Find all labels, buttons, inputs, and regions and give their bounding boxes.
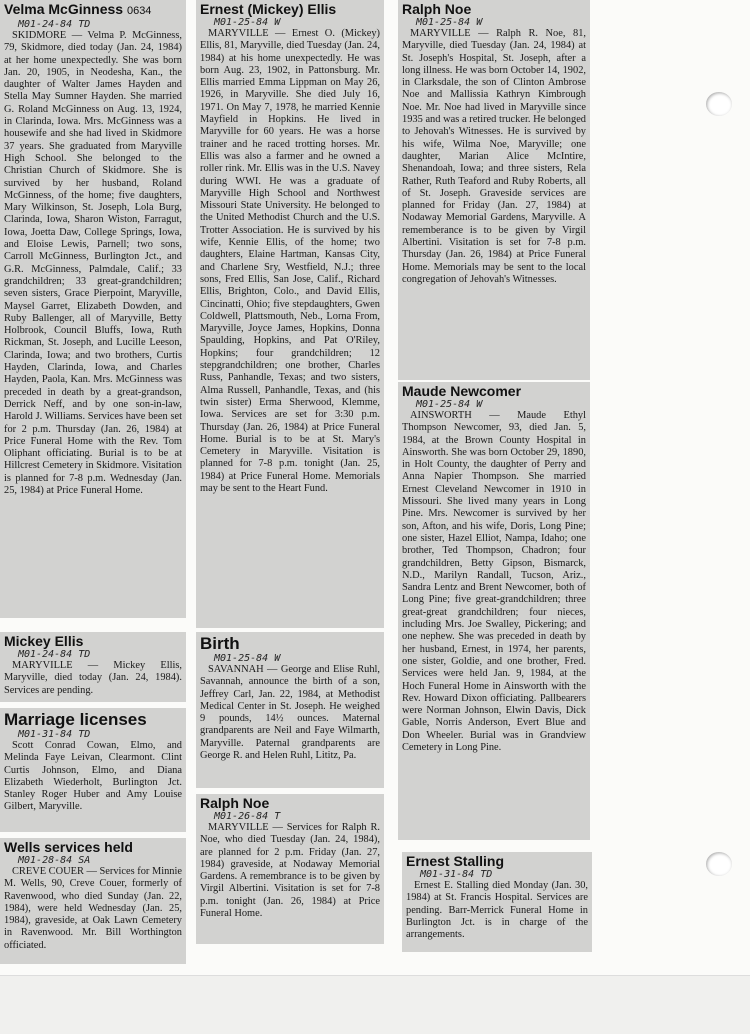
handwritten-date: M01-28-84 SA bbox=[18, 855, 91, 866]
clipping-title: Ralph Noe bbox=[200, 795, 270, 811]
clipping-body: SAVANNAH — George and Elise Ruhl, Savannah, announce the birth of a son, Jeffrey Carl, Jan. 22, 1984, at Methodist Medical Center in St. Joseph. He weighed 9 pounds, 14½ ounces. Maternal grandparents are Neil and Faye Wilmarth, Maryville. Paternal grandparents are George R. and Helen Ruhl, Lititz, Pa. bbox=[200, 664, 380, 762]
clipping-ralph-noe-services bbox=[196, 794, 384, 944]
clipping-body: AINSWORTH — Maude Ethyl Thompson Newcomer, 93, died Jan. 5, 1984, at the Brown County Hospital in Ainsworth. She was born October 29, 1890, in Holt County, the daughter of Perry and Anna Napier Thompson. She married Ernest Cleveland Newcomer in 1910 in Missouri. She lived many years in Long Pine. Mrs. Newcomer is survived by her son, Afton, and his wife, Doris, Long Pine; one sister, Hazel Elliot, Nampa, Idaho; one brother, Ted Thompson, Chadron; four grandchildren, Betty Gipson, Bismarck, N.D., Marilyn Randall, Tucson, Ariz., Sandra Lentz and Brent Newcomer, both of Long Pine; five great-grandchildren; three great-great grandchildren; four nieces, including Mrs. Joe Swalley, Pickering; and one nephew. She was preceded in death by her husband, Ernest, in 1974, her parents, one sister, Goldie, and one brother, Fred. Services were held Jan. 9, 1984, at the Hoch Funeral Home in Ainsworth with the Rev. Howard Dixon officiating. Pallbearers were Norman Johnson, Elwin Davis, Dick Gable, Norris Anderson, Evert Blue and Don Wheeler. Burial was in Grandview Cemetery in Long Pine. bbox=[402, 410, 586, 754]
clipping-title: Birth bbox=[200, 634, 240, 653]
handwritten-date: M01-25-84 W bbox=[416, 399, 483, 410]
page-edge bbox=[722, 0, 750, 975]
clipping-title: Mickey Ellis bbox=[4, 633, 84, 649]
clipping-maude-newcomer bbox=[398, 382, 590, 840]
handwritten-date: M01-24-84 TD bbox=[18, 649, 91, 660]
handwritten-date: M01-25-84 W bbox=[416, 17, 483, 28]
clipping-title: Velma McGinness 0634 bbox=[4, 1, 152, 17]
clipping-body: MARYVILLE — Services for Ralph R. Noe, who died Tuesday (Jan. 24, 1984), are planned for 2 p.m. Friday (Jan. 27, 1984) graveside, at Nodaway Memorial Gardens. A remembrance is to be given by Virgil Albertini. Visitation is set for 7-8 p.m. tonight (Jan. 26, 1984) at Price Funeral Home. bbox=[200, 822, 380, 920]
clipping-title: Maude Newcomer bbox=[402, 383, 522, 399]
clipping-title: Ernest (Mickey) Ellis bbox=[200, 1, 337, 17]
scan-margin bbox=[0, 975, 750, 1034]
handwritten-date: M01-25-84 W bbox=[214, 653, 281, 664]
clipping-title: Wells services held bbox=[4, 839, 133, 855]
binder-hole-bottom bbox=[706, 852, 732, 876]
clipping-wells-services bbox=[0, 838, 186, 964]
handwritten-date: M01-26-84 T bbox=[214, 811, 281, 822]
handwritten-date: M01-31-84 TD bbox=[18, 729, 91, 740]
binder-hole-top bbox=[706, 92, 732, 116]
clipping-title: Marriage licenses bbox=[4, 710, 147, 729]
clipping-title: Ernest Stalling bbox=[406, 853, 505, 869]
clipping-body: Ernest E. Stalling died Monday (Jan. 30, 1984) at St. Francis Hospital. Services are pending. Barr-Merrick Funeral Home in Burlington Jct. is in charge of the arrangements. bbox=[406, 880, 588, 941]
clipping-body: MARYVILLE — Ralph R. Noe, 81, Maryville, died Tuesday (Jan. 24, 1984) at St. Joseph's Hospital, St. Joseph, after a long illness. He was born October 14, 1902, in Clarksdale, the son of Clinton Ambrose Noe and Mallissia Kathryn Kimbrough Noe. Mr. Noe had lived in Maryville since 1935 and was a retired trucker. He belonged to Jehovah's Witnesses. He is survived by his wife, Wilma Noe, Maryville; one daughter, Marian Alice McIntire, Shenandoah, Iowa; and three sisters, Rela Rather, Ruth Teaford and Ruby Roberts, all of St. Joseph. Graveside services are planned for Friday (Jan. 27, 1984) at Nodaway Memorial Gardens, Maryville. A rememberance is to be given by Virgil Albertini. Visitation is set for 7-8 p.m. Thursday (Jan. 26, 1984) at Price Funeral Home. Memorials may be sent to the local congregation of Jehovah's Witnesses. bbox=[402, 28, 586, 285]
handwritten-date: M01-31-84 TD bbox=[420, 869, 493, 880]
clipping-body: MARYVILLE — Ernest O. (Mickey) Ellis, 81, Maryville, died Tuesday (Jan. 24, 1984) at his home unexpectedly. He was born Aug. 23, 1902, in Pattonsburg. Mr. Ellis married Emma Lippman on May 26, 1926, in Maryville. She died July 16, 1971. On May 7, 1978, he married Kennie Mayfield in Hopkins. He lived in Maryville for 60 years. He was a horse trainer and he raced trotting horses. Mr. Ellis was also a farmer and he owned a roller rink. Mr. Ellis was in the U.S. Navey during WWI. He was a graduate of Maryville High School and Northwest Missouri State University. He belonged to the United Methodist Church and the U.S. Trotter Association. He is survived by his wife, Kennie Ellis, of the home; two daughters, Elaine Hartman, Kansas City, and Charlene Sry, Westfield, N.J.; three sons, Fred Ellis, San Jose, Calif., Richard Ellis, Brighton, Colo., and David Ellis, Cincinatti, Ohio; five stepdaughters, Gwen Coldwell, Plattsmouth, Neb., Lorna From, Maryville, Joyce James, Hopkins, Donna Spaulding, Hopkins, and Pat O'Riley, Hopkins; four grandchildren; 12 stepgrandchildren; one brother, Charles Russ, Panhandle, Texas; and two sisters, Alma Russell, Panhandle, Texas, and (his twin sister) Erma Sherwood, Klemme, Iowa. Services are set for 3:30 p.m. Thursday (Jan. 26, 1984) at Price Funeral Home. Burial is to be at St. Mary's Cemetery in Maryville. Visitation is planned for 7-8 p.m. tonight (Jan. 25, 1984) at Price Funeral Home. Memorials may be sent to the Heart Fund. bbox=[200, 28, 380, 494]
clipping-ralph-noe-obituary bbox=[398, 0, 590, 380]
clipping-body: CREVE COUER — Services for Minnie M. Wells, 90, Creve Couer, formerly of Ravenwood, who died Sunday (Jan. 22, 1984), were held Wednesday (Jan. 25, 1984), graveside, at Oak Lawn Cemetery in Ravenwood. Mr. Bill Worthington officiated. bbox=[4, 866, 182, 951]
clipping-mickey-ellis bbox=[0, 632, 186, 702]
clipping-birth bbox=[196, 632, 384, 788]
clipping-velma-mcginness bbox=[0, 0, 186, 618]
handwritten-date: M01-24-84 TD bbox=[18, 19, 91, 30]
handwritten-date: M01-25-84 W bbox=[214, 17, 281, 28]
clipping-ernest-mickey-ellis bbox=[196, 0, 384, 628]
clipping-title: Ralph Noe bbox=[402, 1, 472, 17]
clipping-body: MARYVILLE — Mickey Ellis, Maryville, died today (Jan. 24, 1984). Services are pending. bbox=[4, 660, 182, 696]
corner-note: 0634 bbox=[126, 5, 152, 17]
clipping-body: Scott Conrad Cowan, Elmo, and Melinda Faye Leivan, Clearmont. Clint Curtis Johnson, Elmo, and Diana Elizabeth Wiederholt, Burlington Jct. Stanley Roger Huber and Amy Louise Gilbert, Maryville. bbox=[4, 740, 182, 813]
clipping-body: SKIDMORE — Velma P. McGinness, 79, Skidmore, died today (Jan. 24, 1984) at her home unexpectedly. She was born Jan. 20, 1905, in Neodesha, Kan., the daughter of Walter James Hayden and Stella May Sumner Hayden. She married G. Roland McGinness on Aug. 13, 1924, in Clarinda, Iowa. Mrs. McGinness was a housewife and she had lived in Skidmore 37 years. She graduated from Maryville High School. She belonged to the Christian Church of Skidmore. She is survived by her husband, Roland McGinness, of the home; five daughters, Mary Wilkinson, St. Joseph, Lola Burg, Clarinda, Iowa, Sharon Wiston, Farragut, Iowa, Joetta Daw, College Springs, Iowa, and Eloise Lewis, Parnell; two sons, Carroll McGinness, Burlington Jct., and G.R. McGinness, Palmdale, Calif.; 33 grandchildren; 33 great-grandchildren; seven sisters, Grace Pierpoint, Maryville, Maysel Garret, Elizabeth Dowden, and Ruby Ballenger, all of Maryville, Betty Holbrook, Council Bluffs, Iowa, Ruth Rickman, St. Joseph, and Lucille Leeson, Clarinda, Iowa; and two brothers, Curtis Hayden, Clarinda, Iowa, and Charles Hayden, Paola, Kan. Mrs. McGinness was preceded in death by a great-grandson, Derrick Neff, and by one son-in-law, Harold J. Williams. Services have been set for 2 p.m. Thursday (Jan. 26, 1984) at Price Funeral Home with the Rev. Tom Oliphant officiating. Burial is to be at Hillcrest Cemetery in Skidmore. Visitation is planned for 7-8 p.m. Wednesday (Jan. 25, 1984) at Price Funeral Home. bbox=[4, 30, 182, 496]
clipping-ernest-stalling bbox=[402, 852, 592, 952]
clipping-marriage-licenses bbox=[0, 708, 186, 832]
